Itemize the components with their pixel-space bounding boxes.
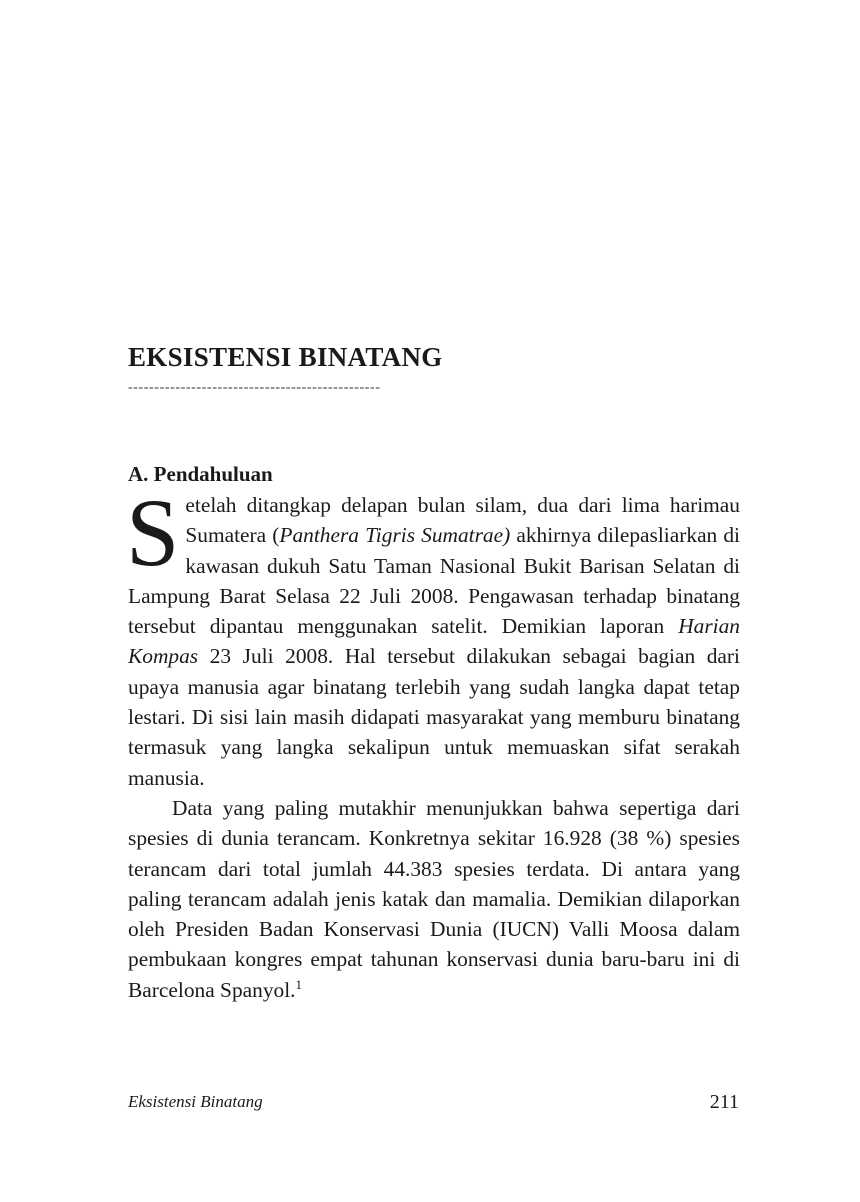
paragraph-intro — [126, 479, 740, 793]
running-footer: Eksistensi Binatang — [128, 1092, 263, 1111]
paragraph-data-text: Data yang paling mutakhir menunjukkan bahwa sepertiga dari spesies di dunia terancam. Konkretnya sekitar 16.928 (38 %) spesies terancam dari total jumlah 44.383 spesies terdata. Di antara yang paling terancam adalah jenis katak dan mamalia. Demikian dilaporkan oleh Presiden Badan Konservasi Dunia (IUCN) Valli Moosa dalam pembukaan kongres empat tahunan konservasi dunia baru-baru ini di Barcelona Spanyol. — [128, 795, 740, 1002]
chapter-title: EKSISTENSI BINATANG — [128, 342, 443, 372]
paragraph-intro-text-3: 23 Juli 2008. Hal tersebut dilakukan sebagai bagian dari upaya manusia agar binatang terlebih yang sudah langka dapat tetap lestari. Di sisi lain masih didapati masyarakat yang memburu binatang termasuk yang langka sekalipun untuk memuaskan sifat serakah manusia. — [128, 644, 740, 790]
newspaper-name: Harian Kompas — [128, 614, 740, 669]
page-number: 211 — [709, 1091, 739, 1113]
footnote-reference: 1 — [295, 976, 303, 992]
paragraph-intro-text-2: akhirnya dilepasliarkan di kawasan dukuh Satu Taman Nasional Bukit Barisan Selatan di Lampung Barat Selasa 22 Juli 2008. Pengawasan terhadap binatang tersebut dipantau menggunakan satelit. Demikian laporan — [128, 523, 740, 639]
title-divider: ------------------------------------------------ — [128, 380, 381, 395]
section-heading: A. Pendahuluan — [128, 462, 273, 486]
drop-cap: S — [126, 479, 180, 586]
paragraph-intro-text-1: etelah ditangkap delapan bulan silam, dua dari lima harimau Sumatera ( — [185, 493, 740, 548]
paragraph-data — [128, 793, 740, 1005]
species-name: Panthera Tigris Sumatrae) — [279, 523, 511, 548]
body-text — [126, 479, 740, 1005]
